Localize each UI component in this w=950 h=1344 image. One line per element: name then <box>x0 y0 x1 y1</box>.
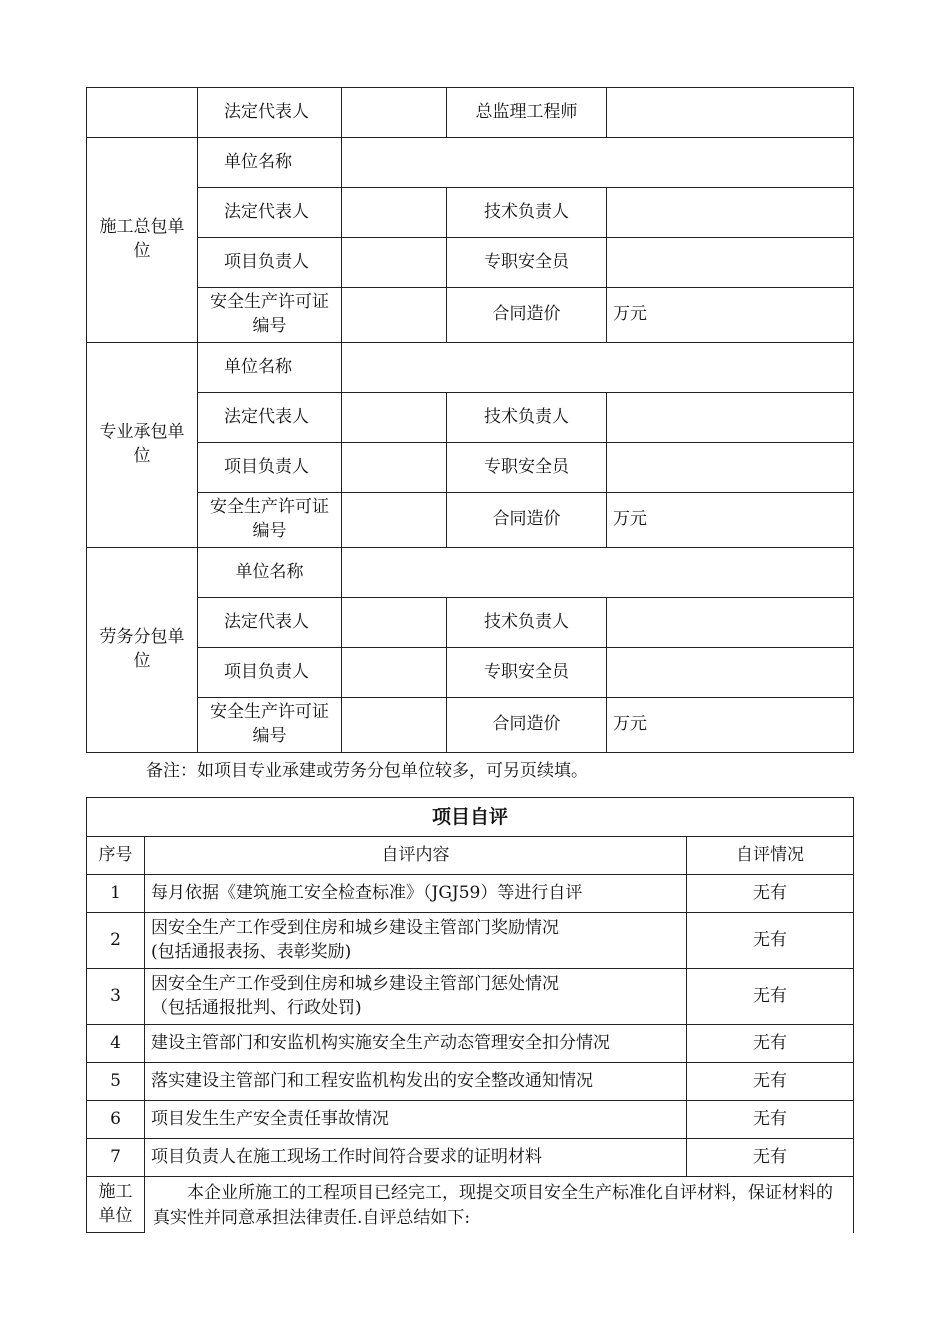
row-content-line1: 项目发生生产安全责任事故情况 <box>151 1108 389 1129</box>
unit-name-label: 单位名称 <box>198 548 342 598</box>
row-content <box>145 969 687 1025</box>
row-content <box>145 1139 687 1177</box>
table-row <box>87 969 854 1025</box>
summary-text[interactable]: 本企业所施工的工程项目已经完工，现提交项目安全生产标准化自评材料，保证材料的真实性并同意承担法律责任.自评总结如下: <box>145 1177 854 1233</box>
chief-supervisor-value[interactable] <box>607 88 854 138</box>
table-row <box>87 913 854 969</box>
project-lead-label: 项目负责人 <box>198 648 342 698</box>
license-no-value[interactable] <box>342 288 447 343</box>
contract-price-value[interactable]: 万元 <box>607 288 854 343</box>
legal-rep-label: 法定代表人 <box>198 188 342 238</box>
top-legal-rep-value[interactable] <box>342 88 447 138</box>
row-status[interactable]: 无有 <box>687 913 854 969</box>
license-no-value[interactable] <box>342 493 447 548</box>
header-no: 序号 <box>87 837 145 875</box>
safety-officer-label: 专职安全员 <box>447 238 607 288</box>
license-no-label: 安全生产许可证编号 <box>198 493 342 548</box>
table-row <box>87 1101 854 1139</box>
legal-rep-value[interactable] <box>342 188 447 238</box>
row-content-line1: 因安全生产工作受到住房和城乡建设主管部门奖励情况 <box>151 917 559 938</box>
row-content <box>145 875 687 913</box>
contract-price-value[interactable]: 万元 <box>607 698 854 753</box>
table-row <box>87 1025 854 1063</box>
row-status[interactable]: 无有 <box>687 875 854 913</box>
safety-officer-value[interactable] <box>607 443 854 493</box>
summary-label: 施工单位 <box>87 1177 145 1233</box>
row-content <box>145 913 687 969</box>
legal-rep-label: 法定代表人 <box>198 393 342 443</box>
self-eval-table <box>86 797 854 1233</box>
tech-lead-value[interactable] <box>607 188 854 238</box>
row-content-line1: 建设主管部门和安监机构实施安全生产动态管理安全扣分情况 <box>151 1032 610 1053</box>
contract-price-label: 合同造价 <box>447 288 607 343</box>
section-title: 项目自评 <box>87 798 854 837</box>
license-no-value[interactable] <box>342 698 447 753</box>
tech-lead-value[interactable] <box>607 393 854 443</box>
group-name-labor-subcontractor: 劳务分包单位 <box>87 548 198 753</box>
row-status[interactable]: 无有 <box>687 969 854 1025</box>
row-content-line2: （包括通报批判、行政处罚) <box>151 997 362 1018</box>
tech-lead-label: 技术负责人 <box>447 393 607 443</box>
footnote: 备注：如项目专业承建或劳务分包单位较多，可另页续填。 <box>146 761 588 781</box>
unit-name-value[interactable] <box>342 138 854 188</box>
row-no: 3 <box>87 969 145 1025</box>
safety-officer-label: 专职安全员 <box>447 648 607 698</box>
row-content-line1: 因安全生产工作受到住房和城乡建设主管部门惩处情况 <box>151 973 559 994</box>
project-lead-value[interactable] <box>342 238 447 288</box>
row-status[interactable]: 无有 <box>687 1025 854 1063</box>
top-row <box>87 88 854 138</box>
project-lead-label: 项目负责人 <box>198 443 342 493</box>
group-name-general-contractor: 施工总包单位 <box>87 138 198 343</box>
table-row <box>87 875 854 913</box>
license-no-label: 安全生产许可证编号 <box>198 698 342 753</box>
safety-officer-value[interactable] <box>607 648 854 698</box>
group-name-specialty-contractor: 专业承包单位 <box>87 343 198 548</box>
row-content-line1: 项目负责人在施工现场工作时间符合要求的证明材料 <box>151 1146 542 1167</box>
top-legal-rep-label: 法定代表人 <box>198 88 342 138</box>
row-no: 4 <box>87 1025 145 1063</box>
tech-lead-value[interactable] <box>607 598 854 648</box>
unit-name-label: 单位名称 <box>198 138 342 188</box>
unit-name-value[interactable] <box>342 343 854 393</box>
row-content-line2: (包括通报表扬、表彰奖励) <box>151 941 352 962</box>
row-content <box>145 1063 687 1101</box>
legal-rep-value[interactable] <box>342 393 447 443</box>
safety-officer-value[interactable] <box>607 238 854 288</box>
project-lead-value[interactable] <box>342 443 447 493</box>
row-content <box>145 1025 687 1063</box>
tech-lead-label: 技术负责人 <box>447 598 607 648</box>
table-row <box>87 1063 854 1101</box>
license-no-label: 安全生产许可证编号 <box>198 288 342 343</box>
summary-row <box>87 1177 854 1233</box>
contract-price-label: 合同造价 <box>447 698 607 753</box>
contract-price-value[interactable]: 万元 <box>607 493 854 548</box>
row-status[interactable]: 无有 <box>687 1139 854 1177</box>
row-content-line1: 每月依据《建筑施工安全检查标准》（JGJ59）等进行自评 <box>151 882 583 903</box>
project-lead-value[interactable] <box>342 648 447 698</box>
unit-name-label: 单位名称 <box>198 343 342 393</box>
header-row <box>87 837 854 875</box>
legal-rep-label: 法定代表人 <box>198 598 342 648</box>
header-content: 自评内容 <box>145 837 687 875</box>
row-no: 2 <box>87 913 145 969</box>
table-row <box>87 1139 854 1177</box>
row-no: 7 <box>87 1139 145 1177</box>
units-table <box>86 87 854 753</box>
header-status: 自评情况 <box>687 837 854 875</box>
chief-supervisor-label: 总监理工程师 <box>447 88 607 138</box>
project-lead-label: 项目负责人 <box>198 238 342 288</box>
contract-price-label: 合同造价 <box>447 493 607 548</box>
legal-rep-value[interactable] <box>342 598 447 648</box>
row-no: 1 <box>87 875 145 913</box>
row-status[interactable]: 无有 <box>687 1101 854 1139</box>
safety-officer-label: 专职安全员 <box>447 443 607 493</box>
row-status[interactable]: 无有 <box>687 1063 854 1101</box>
unit-name-value[interactable] <box>342 548 854 598</box>
row-no: 5 <box>87 1063 145 1101</box>
top-row-empty-cell <box>87 88 198 138</box>
row-content-line1: 落实建设主管部门和工程安监机构发出的安全整改通知情况 <box>151 1070 593 1091</box>
tech-lead-label: 技术负责人 <box>447 188 607 238</box>
row-content <box>145 1101 687 1139</box>
row-no: 6 <box>87 1101 145 1139</box>
